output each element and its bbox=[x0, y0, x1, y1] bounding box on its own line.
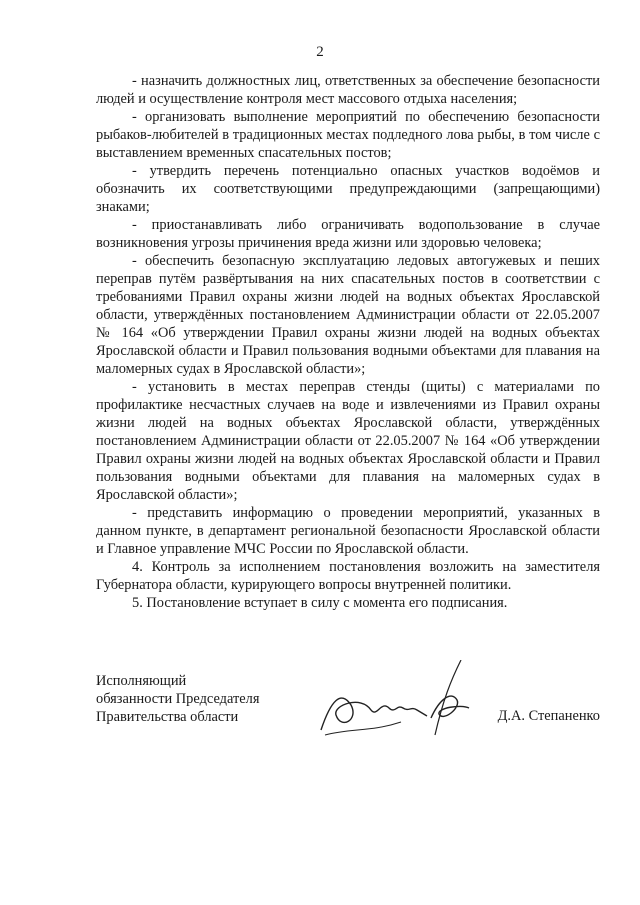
paragraph: - утвердить перечень потенциально опасных участков водоёмов и обозначить их соответствующими предупреждающими (запрещающими) знаками; bbox=[96, 163, 600, 215]
paragraph: - обеспечить безопасную эксплуатацию ледовых автогужевых и пеших переправ путём развёртывания на них спасательных постов в соответствии с требованиями Правил охраны жизни людей на водных объектах Ярославской области, утверждённых постановлением Администрации области от 22.05.2007 № 164 «Об утверждении Правил охраны жизни людей на водных объектах Ярославской области и Правил пользования водными объектами для плавания на маломерных судах в Ярославской области»; bbox=[96, 253, 600, 377]
paragraph: - приостанавливать либо ограничивать водопользование в случае возникновения угрозы причинения вреда жизни или здоровью человека; bbox=[96, 217, 600, 251]
paragraph: - представить информацию о проведении мероприятий, указанных в данном пункте, в департамент региональной безопасности Ярославской области и Главное управление МЧС России по Ярославской области. bbox=[96, 505, 600, 557]
signatory-name: Д.А. Степаненко bbox=[497, 708, 600, 724]
paragraph: - установить в местах переправ стенды (щиты) с материалами по профилактике несчастных случаев на воде и извлечениями из Правил охраны жизни людей на водных объектах Ярославской области, утверждённых постановлением Администрации области от 22.05.2007 № 164 «Об утверждении Правил охраны жизни людей на водных объектах Ярославской области и Правил пользования водными объектами для плавания на маломерных судах в Ярославской области»; bbox=[96, 379, 600, 503]
paragraph: 4. Контроль за исполнением постановления возложить на заместителя Губернатора области, курирующего вопросы внутренней политики. bbox=[96, 559, 600, 593]
signatory-title-line: Правительства области bbox=[96, 709, 239, 725]
paragraph: - организовать выполнение мероприятий по обеспечению безопасности рыбаков-любителей в традиционных местах подледного лова рыбы, в том числе с выставлением временных спасательных постов; bbox=[96, 109, 600, 161]
page-number: 2 bbox=[316, 44, 324, 60]
signatory-title bbox=[96, 672, 259, 726]
paragraph: 5. Постановление вступает в силу с момента его подписания. bbox=[132, 595, 508, 611]
document-body bbox=[96, 72, 600, 612]
signatory-title-line: Исполняющий bbox=[96, 673, 187, 689]
signature-block bbox=[96, 672, 600, 742]
paragraph: - назначить должностных лиц, ответственных за обеспечение безопасности людей и осуществление контроля мест массового отдыха населения; bbox=[96, 73, 600, 107]
handwritten-signature bbox=[311, 660, 491, 750]
signatory-title-line: обязанности Председателя bbox=[96, 691, 260, 707]
